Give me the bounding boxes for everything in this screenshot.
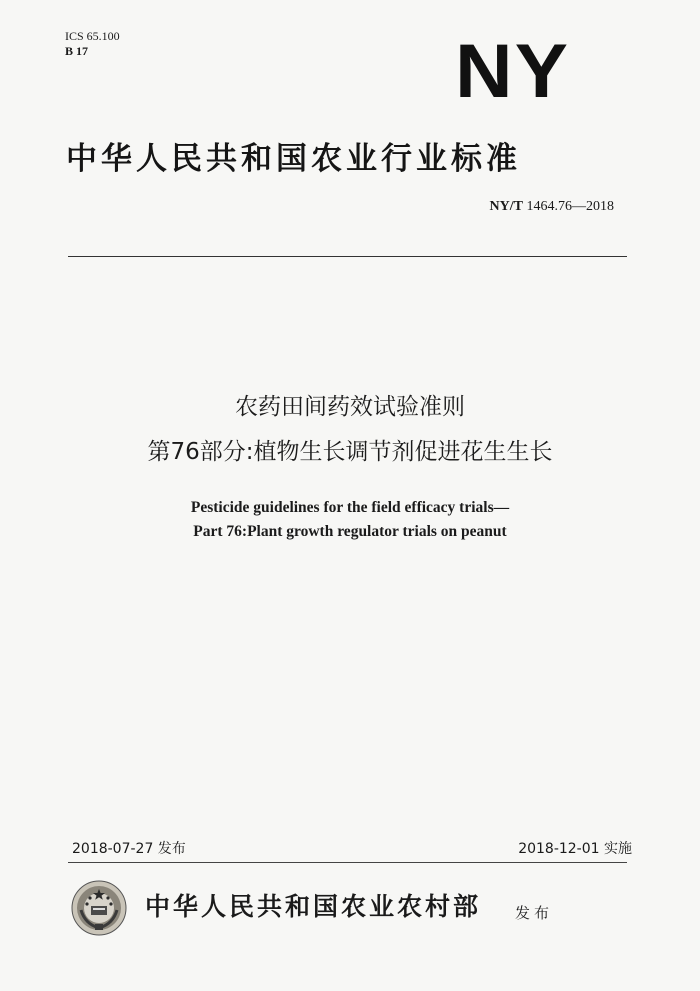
org-title: 中华人民共和国农业行业标准 [66, 141, 521, 177]
national-emblem-icon [71, 880, 127, 936]
en-title-line2: Part 76:Plant growth regulator trials on peanut [193, 523, 507, 540]
ny-logo: NY [455, 29, 571, 114]
header-divider [68, 256, 627, 257]
ics-code: ICS 65.100 [65, 29, 120, 43]
cn-title-line2: 第76部分:植物生长调节剂促进花生生长 [147, 439, 553, 465]
cn-title-line1: 农药田间药效试验准则 [235, 394, 465, 420]
ccs-code: B 17 [65, 44, 89, 58]
issuer-verb: 发布 [515, 904, 554, 922]
standard-number [490, 199, 614, 215]
en-title-line1: Pesticide guidelines for the field efficacy trials— [190, 499, 510, 516]
implement-date: 2018-12-01 实施 [518, 841, 632, 857]
classification-codes [65, 29, 120, 59]
standard-prefix: NY/T [489, 199, 523, 214]
footer-divider [68, 862, 627, 863]
issuer-name: 中华人民共和国农业农村部 [145, 892, 482, 921]
publish-date: 2018-07-27 发布 [72, 841, 186, 857]
standard-code: 1464.76—2018 [526, 199, 614, 214]
